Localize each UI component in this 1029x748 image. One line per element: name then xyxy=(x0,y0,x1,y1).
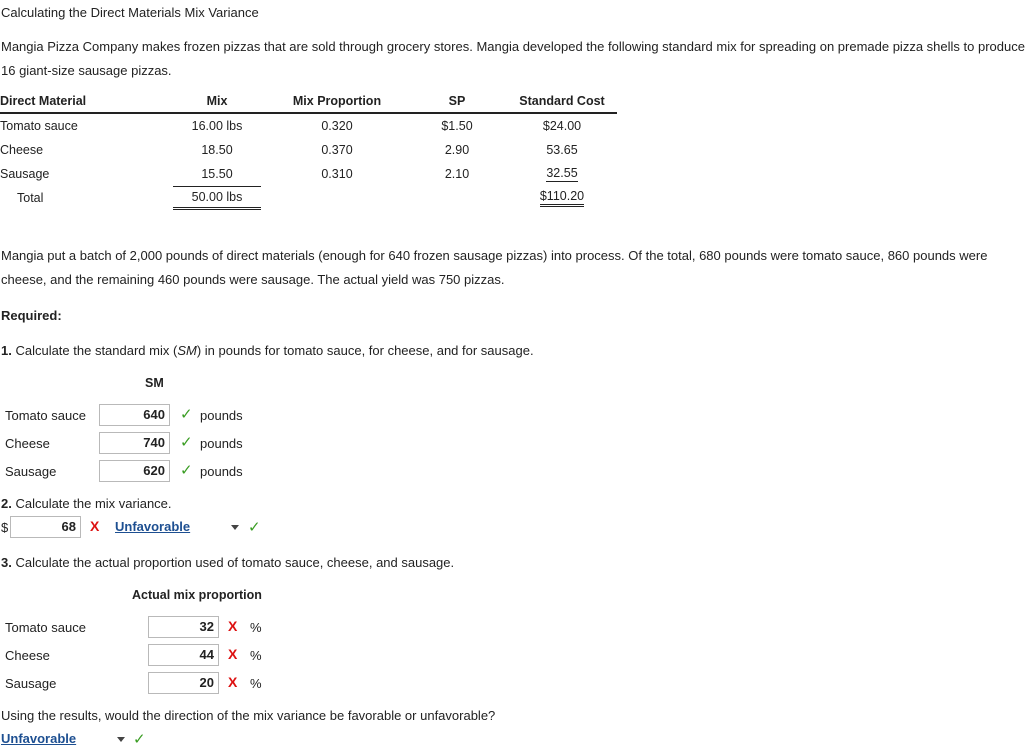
intro-paragraph: Mangia Pizza Company makes frozen pizzas that are sold through grocery stores. Mangia developed the following standard mix for spreading on premade pizza shells to produce 16 giant-size sausage pizzas. xyxy=(1,39,1025,78)
cell-mix: 16.00 lbs xyxy=(191,119,243,133)
cross-icon: X xyxy=(228,646,238,662)
q3-text-body: Calculate the actual proportion used of tomato sauce, cheese, and sausage. xyxy=(11,555,455,570)
empty-cell xyxy=(407,186,507,210)
sm-cheese-input[interactable]: 740 xyxy=(99,432,170,454)
sm-tomato-input[interactable]: 640 xyxy=(99,404,170,426)
table-row xyxy=(0,138,617,162)
q3-row-label: Cheese xyxy=(5,648,50,663)
table-header-row xyxy=(0,90,617,113)
actual-proportion-cheese-input[interactable]: 44 xyxy=(148,644,219,666)
q3-followup-text: Using the results, would the direction of the mix variance be favorable or unfavorable? xyxy=(1,708,496,723)
q1-number: 1. xyxy=(1,343,12,358)
sm-sausage-input[interactable]: 620 xyxy=(99,460,170,482)
check-icon: ✓ xyxy=(248,519,261,536)
q3-row-label: Tomato sauce xyxy=(5,620,86,635)
chevron-down-icon[interactable] xyxy=(117,737,125,742)
q1-row-label: Cheese xyxy=(5,436,50,451)
table-row xyxy=(0,113,617,138)
cell-cost-underlined xyxy=(507,162,617,186)
check-icon: ✓ xyxy=(180,406,193,423)
header-standard-cost: Standard Cost xyxy=(507,90,617,113)
cell-sp: 2.10 xyxy=(444,167,470,181)
q1-text-after: ) in pounds for tomato sauce, for cheese, and for sausage. xyxy=(196,343,534,358)
mix-variance-direction-select[interactable]: Unfavorable xyxy=(115,519,191,534)
q3-row-label: Sausage xyxy=(5,676,57,691)
q3-text xyxy=(1,555,454,570)
q3-number: 3. xyxy=(1,555,12,570)
cell-sp: 2.90 xyxy=(444,143,470,157)
cross-icon: X xyxy=(90,518,100,534)
total-cost-cell xyxy=(507,186,617,210)
page-title: Calculating the Direct Materials Mix Variance xyxy=(1,5,259,20)
cell-mix: 15.50 xyxy=(201,167,233,181)
q1-row-label: Tomato sauce xyxy=(5,408,86,423)
q2-text-body: Calculate the mix variance. xyxy=(11,496,172,511)
q1-text-italic: SM xyxy=(177,343,197,358)
table-total-row xyxy=(0,186,617,210)
unit-label: pounds xyxy=(200,408,243,423)
q3-column-header: Actual mix proportion xyxy=(132,588,262,602)
required-label: Required: xyxy=(1,308,62,323)
total-label: Total xyxy=(17,191,44,205)
q2-text xyxy=(1,496,172,511)
total-mix: 50.00 lbs xyxy=(173,186,261,210)
total-mix-cell xyxy=(167,186,267,210)
unit-label: pounds xyxy=(200,436,243,451)
cell-material: Cheese xyxy=(0,143,44,157)
total-cost: $110.20 xyxy=(540,189,584,207)
cell-material: Tomato sauce xyxy=(0,119,78,133)
table-row xyxy=(0,162,617,186)
header-sp: SP xyxy=(407,90,507,113)
cross-icon: X xyxy=(228,618,238,634)
standard-mix-table xyxy=(0,90,617,210)
unit-label: % xyxy=(250,676,262,691)
currency-symbol: $ xyxy=(1,520,9,535)
favorable-unfavorable-select[interactable]: Unfavorable xyxy=(1,731,77,746)
actual-proportion-tomato-input[interactable]: 32 xyxy=(148,616,219,638)
cell-mix: 18.50 xyxy=(201,143,233,157)
scenario-paragraph: Mangia put a batch of 2,000 pounds of direct materials (enough for 640 frozen sausage pizzas) into process. Of the total, 680 pounds were tomato sauce, 860 pounds were cheese, and the remaining 460 pounds were sausage. The actual yield was 750 pizzas. xyxy=(1,248,988,287)
cell-proportion: 0.370 xyxy=(321,143,353,157)
header-mix: Mix xyxy=(167,90,267,113)
cell-cost: $24.00 xyxy=(542,119,582,133)
unit-label: % xyxy=(250,620,262,635)
q2-number: 2. xyxy=(1,496,12,511)
q1-row-label: Sausage xyxy=(5,464,57,479)
unit-label: pounds xyxy=(200,464,243,479)
cell-proportion: 0.320 xyxy=(321,119,353,133)
cell-cost: 53.65 xyxy=(546,143,578,157)
cross-icon: X xyxy=(228,674,238,690)
q1-text-before: Calculate the standard mix ( xyxy=(11,343,178,358)
check-icon: ✓ xyxy=(180,462,193,479)
mix-variance-input[interactable]: 68 xyxy=(10,516,81,538)
unit-label: % xyxy=(250,648,262,663)
cell-sp: $1.50 xyxy=(441,119,473,133)
cell-cost: 32.55 xyxy=(546,166,578,180)
check-icon: ✓ xyxy=(133,731,146,748)
actual-proportion-sausage-input[interactable]: 20 xyxy=(148,672,219,694)
q1-text xyxy=(1,343,534,358)
header-mix-proportion: Mix Proportion xyxy=(267,90,407,113)
header-direct-material: Direct Material xyxy=(0,90,167,113)
empty-cell xyxy=(267,186,407,210)
check-icon: ✓ xyxy=(180,434,193,451)
q1-column-header: SM xyxy=(145,376,164,390)
chevron-down-icon[interactable] xyxy=(231,525,239,530)
cell-material: Sausage xyxy=(0,167,50,181)
cell-proportion: 0.310 xyxy=(321,167,353,181)
